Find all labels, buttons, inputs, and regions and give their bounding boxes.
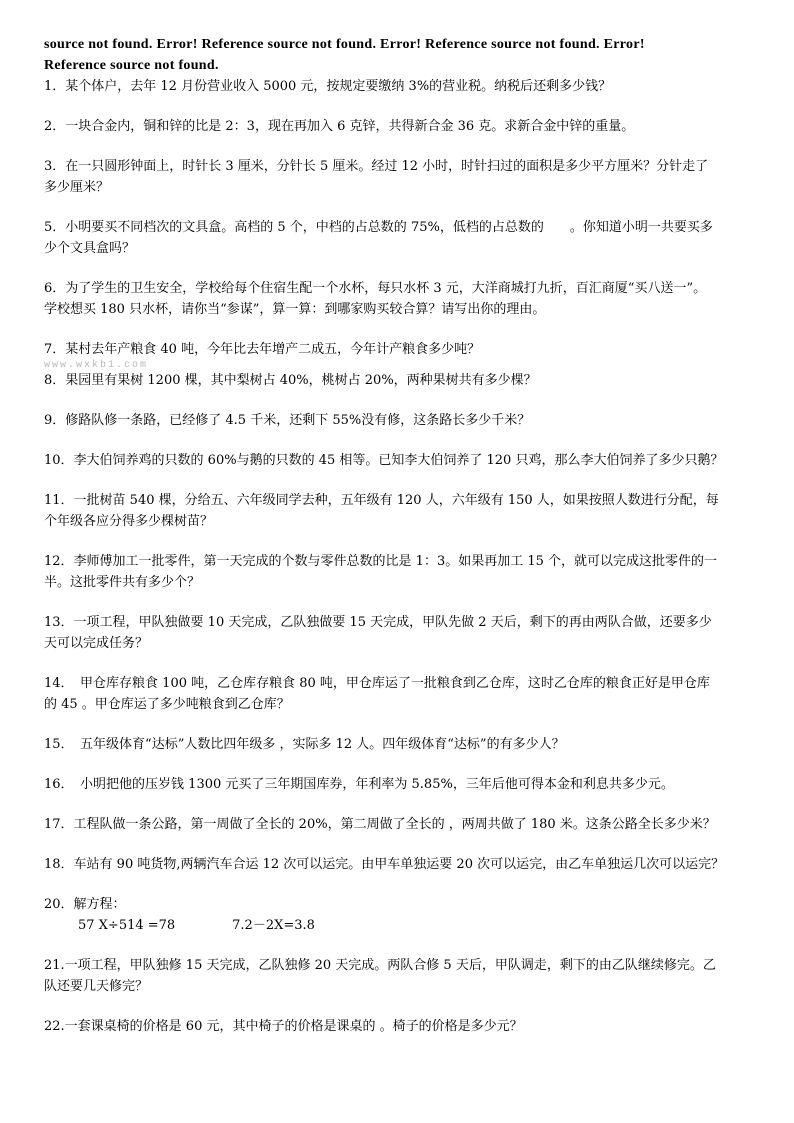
- question-5: [44, 217, 750, 259]
- question-1: 1．某个体户，去年 12 月份营业收入 5000 元，按规定要缴纳 3%的营业税。纳税后还剩多少钱？: [44, 79, 612, 94]
- watermark: www.wxkb1.com: [44, 360, 149, 371]
- equation-2: 7.2－2X=3.8: [232, 918, 315, 933]
- question-9: 9．修路队修一条路，已经修了 4.5 千米，还剩下 55%没有修，这条路长多少千米？: [44, 413, 531, 428]
- question-10: 10．李大伯饲养鸡的只数的 60%与鹅的只数的 45 相等。已知李大伯饲养了 120 只鸡，那么李大伯饲养了多少只鹅？: [44, 453, 724, 468]
- question-3: [44, 156, 750, 198]
- question-6-line-1: 6．为了学生的卫生安全，学校给每个住宿生配一个水杯，每只水杯 3 元，大洋商城打九折，百汇商厦“买八送一”。: [44, 281, 707, 296]
- reference-error-line-2: Reference source not found.: [44, 58, 219, 73]
- question-3-line-2: 多少厘米？: [44, 180, 110, 195]
- question-12-line-2: 半。这批零件共有多少个？: [44, 575, 201, 590]
- question-2: 2．一块合金内，铜和锌的比是 2：3，现在再加入 6 克锌，共得新合金 36 克。求新合金中锌的重量。: [44, 119, 635, 134]
- question-16: 16． 小明把他的压岁钱 1300 元买了三年期国库券，年利率为 5.85%，三年后他可得本金和利息共多少元。: [44, 777, 674, 792]
- question-12-line-1: 12．李师傅加工一批零件，第一天完成的个数与零件总数的比是 1：3。如果再加工 15 个，就可以完成这批零件的一: [44, 554, 718, 569]
- question-21-line-1: 21.一项工程，甲队独修 15 天完成，乙队独修 20 天完成。两队合修 5 天后，甲队调走，剩下的由乙队继续修完。乙: [44, 958, 716, 973]
- reference-error-line-1: source not found. Error! Reference source not found. Error! Reference source not found. Error!: [44, 37, 645, 52]
- question-21-line-2: 队还要几天修完？: [44, 979, 149, 994]
- question-22: 22.一套课桌椅的价格是 60 元，其中椅子的价格是课桌的 。椅子的价格是多少元？: [44, 1019, 523, 1034]
- question-17: 17．工程队做一条公路，第一周做了全长的 20%，第二周做了全长的 ，两周共做了 180 米。这条公路全长多少米？: [44, 817, 716, 832]
- question-18: 18．车站有 90 吨货物,两辆汽车合运 12 次可以运完。由甲车单独运要 20 次可以运完，由乙车单独运几次可以运完？: [44, 857, 725, 872]
- question-11: [44, 490, 750, 532]
- question-6-line-2: 学校想买 180 只水杯，请你当“参谋”，算一算：到哪家购买较合算？请写出你的理由。: [44, 302, 546, 317]
- question-11-line-1: 11．一批树苗 540 棵，分给五、六年级同学去种，五年级有 120 人，六年级有 150 人，如果按照人数进行分配，每: [44, 493, 719, 508]
- question-20-title: 20．解方程：: [44, 897, 126, 912]
- question-12: [44, 551, 750, 593]
- question-13: [44, 612, 750, 654]
- question-21: [44, 955, 750, 997]
- question-8: 8．果园里有果树 1200 棵，其中梨树占 40%，桃树占 20%，两种果树共有多少棵？: [44, 373, 537, 388]
- question-5-line-2: 少个文具盒吗？: [44, 241, 136, 256]
- question-14-line-2: 的 45 。甲仓库运了多少吨粮食到乙仓库？: [44, 697, 290, 712]
- question-13-line-2: 天可以完成任务？: [44, 636, 149, 651]
- question-13-line-1: 13．一项工程，甲队独做要 10 天完成，乙队独做要 15 天完成，甲队先做 2 天后，剩下的再由两队合做，还要多少: [44, 615, 712, 630]
- question-11-line-2: 个年级各应分得多少棵树苗？: [44, 514, 214, 529]
- equations-row: [44, 915, 750, 936]
- equation-1: 57 X÷514 =78: [78, 918, 176, 933]
- question-14-line-1: 14． 甲仓库存粮食 100 吨，乙仓库存粮食 80 吨，甲仓库运了一批粮食到乙仓库，这时乙仓库的粮食正好是甲仓库: [44, 676, 710, 691]
- question-7: 7．某村去年产粮食 40 吨，今年比去年增产二成五，今年计产粮食多少吨？: [44, 342, 481, 357]
- question-5-line-1: 5．小明要买不同档次的文具盒。高档的 5 个，中档的占总数的 75%，低档的占总数的 。你知道小明一共要买多: [44, 220, 713, 235]
- question-15: 15． 五年级体育“达标”人数比四年级多 ，实际多 12 人。四年级体育“达标”的有多少人？: [44, 737, 565, 752]
- question-3-line-1: 3．在一只圆形钟面上，时针长 3 厘米，分针长 5 厘米。经过 12 小时，时针扫过的面积是多少平方厘米？分针走了: [44, 159, 709, 174]
- question-14: [44, 673, 750, 715]
- question-6: [44, 278, 750, 320]
